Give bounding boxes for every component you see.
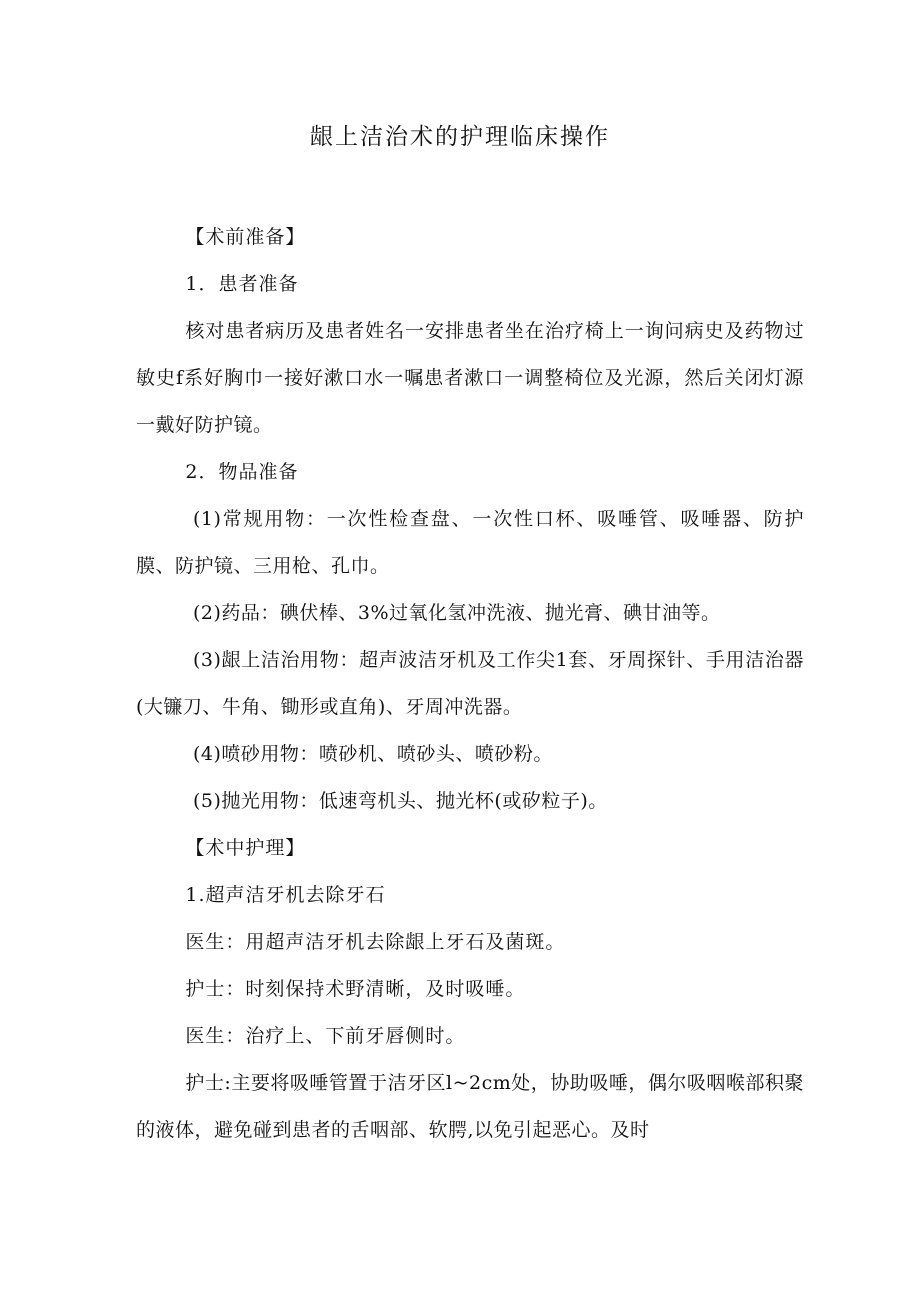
paragraph-doctor-2: 医生：治疗上、下前牙唇侧时。 <box>185 1025 466 1047</box>
item-heading-ultrasonic: 1.超声洁牙机去除牙石 <box>185 884 386 906</box>
paragraph-polish-supplies: (5)抛光用物：低速弯机头、抛光杯(或矽粒子)。 <box>193 790 608 812</box>
paragraph-medications: (2)药品：碘伏棒、3%过氧化氢冲洗液、抛光膏、碘甘油等。 <box>193 602 721 624</box>
paragraph-nurse-1: 护士：时刻保持术野清晰，及时吸唾。 <box>185 978 526 1000</box>
document-title: 龈上洁治术的护理临床操作 <box>310 124 610 150</box>
paragraph-routine-supplies: (1)常规用物：一次性检查盘、一次性口杯、吸唾管、吸唾器、防护膜、防护镜、三用枪、孔巾。 <box>136 508 804 577</box>
document-body <box>136 214 804 1154</box>
item-heading-supplies-prep: 2．物品准备 <box>185 461 299 483</box>
item-heading-patient-prep: 1．患者准备 <box>185 273 299 295</box>
paragraph-patient-prep: 核对患者病历及患者姓名一安排患者坐在治疗椅上一询问病史及药物过敏史f系好胸巾一接好漱口水一嘱患者漱口一调整椅位及光源，然后关闭灯源一戴好防护镜。 <box>136 320 804 436</box>
paragraph-doctor-1: 医生：用超声洁牙机去除龈上牙石及菌斑。 <box>185 931 566 953</box>
paragraph-scaling-supplies: (3)龈上洁治用物：超声波洁牙机及工作尖1套、牙周探针、手用洁治器(大镰刀、牛角、锄形或直角)、牙周冲洗器。 <box>136 649 804 718</box>
section-heading-intraop: 【术中护理】 <box>185 837 306 859</box>
section-heading-preop: 【术前准备】 <box>185 226 306 248</box>
paragraph-sandblast-supplies: (4)喷砂用物：喷砂机、喷砂头、喷砂粉。 <box>193 743 553 765</box>
paragraph-nurse-2: 护士:主要将吸唾管置于洁牙区l~2cm处，协助吸唾，偶尔吸咽喉部积聚的液体，避免碰到患者的舌咽部、软腭,以免引起恶心。及时 <box>136 1072 804 1141</box>
